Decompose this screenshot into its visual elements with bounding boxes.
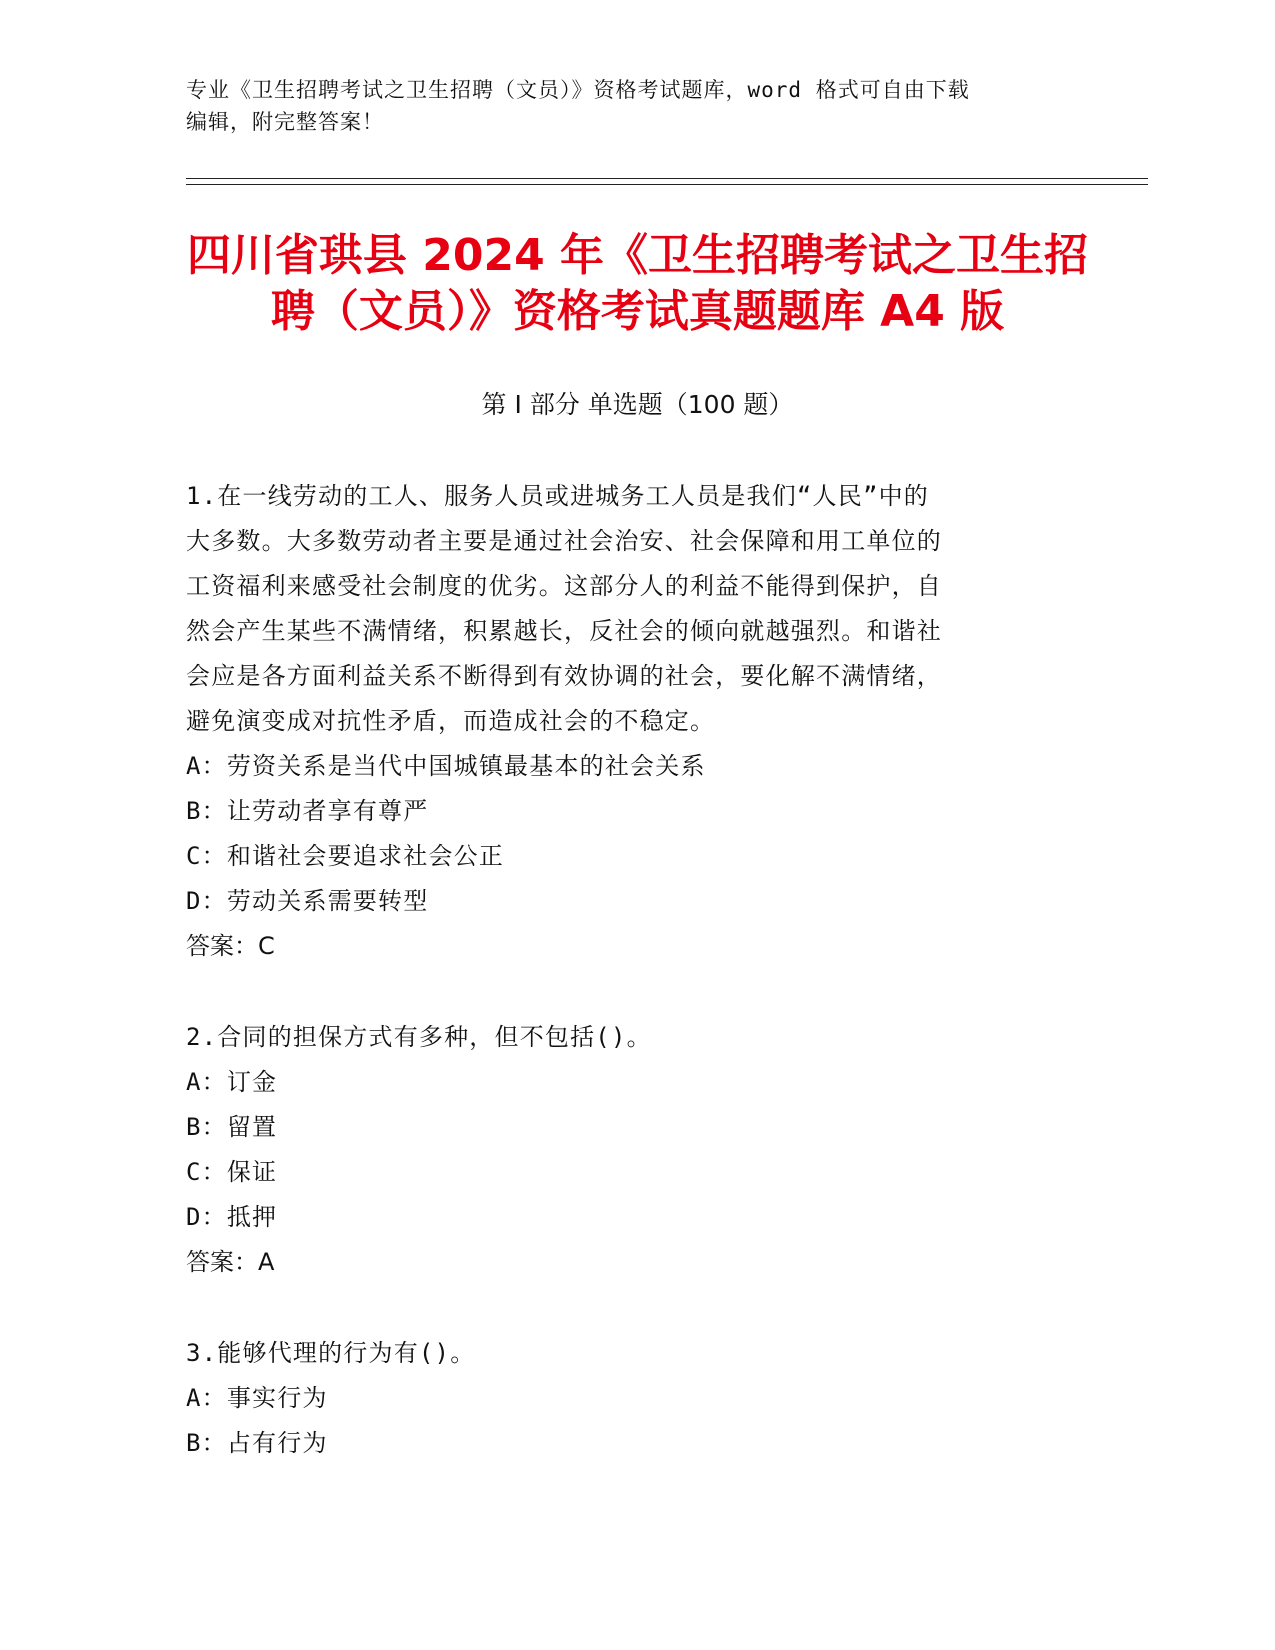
answer-line: 答案：A <box>186 1248 275 1276</box>
question-stem-line: 避免演变成对抗性矛盾，而造成社会的不稳定。 <box>186 707 716 735</box>
question-item <box>186 1015 1066 1285</box>
question-stem-line: 2.合同的担保方式有多种，但不包括()。 <box>186 1023 652 1051</box>
document-title-line: 聘（文员）》资格考试真题题库 A4 版 <box>270 286 1005 337</box>
option-c: C：保证 <box>186 1158 278 1186</box>
option-c: C：和谐社会要追求社会公正 <box>186 842 505 870</box>
question-stem-line: 大多数。大多数劳动者主要是通过社会治安、社会保障和用工单位的 <box>186 527 942 555</box>
option-a: A：劳资关系是当代中国城镇最基本的社会关系 <box>186 752 706 780</box>
question-stem-line: 工资福利来感受社会制度的优劣。这部分人的利益不能得到保护，自 <box>186 572 942 600</box>
option-d: D：劳动关系需要转型 <box>186 887 429 915</box>
header-note <box>186 74 1086 138</box>
option-d: D：抵押 <box>186 1203 278 1231</box>
question-stem <box>186 474 1066 744</box>
question-stem-line: 然会产生某些不满情绪，积累越长，反社会的倾向就越强烈。和谐社 <box>186 617 942 645</box>
header-divider <box>186 178 1148 179</box>
question-stem <box>186 1015 1066 1060</box>
option-b: B：让劳动者享有尊严 <box>186 797 429 825</box>
document-title <box>140 228 1135 340</box>
question-stem-line: 3.能够代理的行为有()。 <box>186 1339 476 1367</box>
question-stem <box>186 1331 1066 1376</box>
option-b: B：留置 <box>186 1113 278 1141</box>
header-note-line: 编辑，附完整答案！ <box>186 110 384 134</box>
answer-line: 答案：C <box>186 932 275 960</box>
question-item <box>186 1331 1066 1466</box>
question-list <box>186 474 1066 1512</box>
option-b: B：占有行为 <box>186 1429 328 1457</box>
question-stem-line: 会应是各方面利益关系不断得到有效协调的社会，要化解不满情绪， <box>186 662 942 690</box>
question-item <box>186 474 1066 969</box>
option-a: A：订金 <box>186 1068 278 1096</box>
question-stem-line: 1.在一线劳动的工人、服务人员或进城务工人员是我们“人民”中的 <box>186 482 929 510</box>
document-title-line: 四川省珙县 2024 年《卫生招聘考试之卫生招 <box>186 230 1089 281</box>
option-a: A：事实行为 <box>186 1384 328 1412</box>
header-note-line: 专业《卫生招聘考试之卫生招聘（文员）》资格考试题库，word 格式可自由下载 <box>186 78 970 102</box>
section-title: 第 I 部分 单选题（100 题） <box>481 390 794 419</box>
header-divider <box>186 184 1148 185</box>
